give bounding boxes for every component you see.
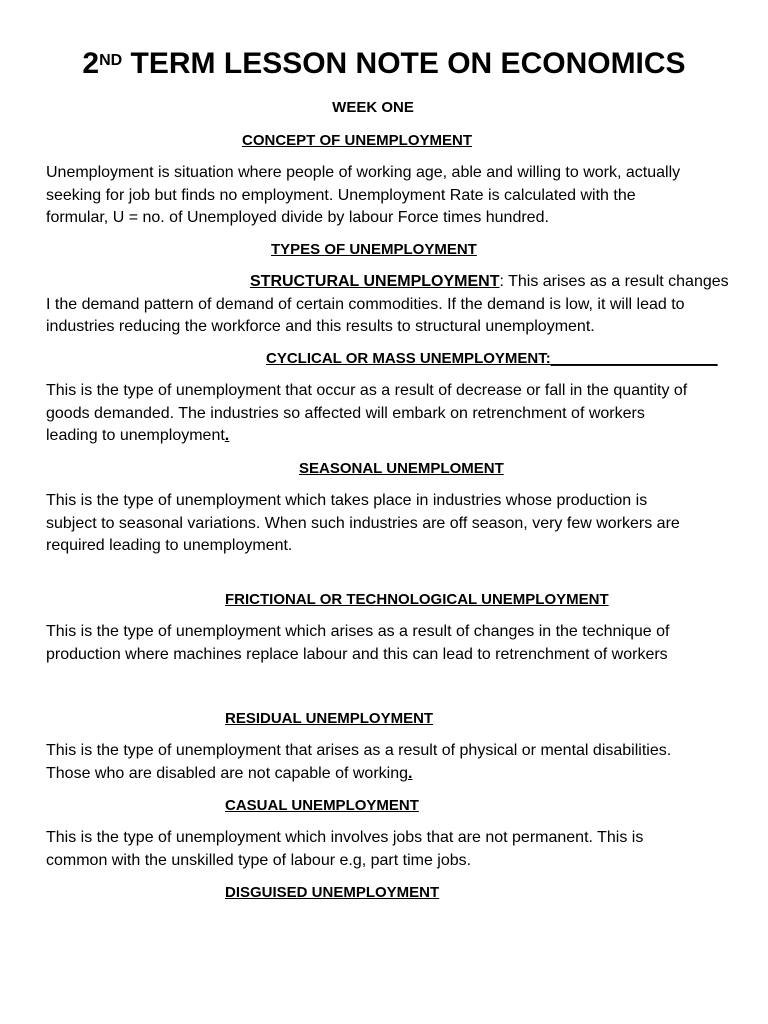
frictional-line-1: This is the type of unemployment which arises as a result of changes in the technique of bbox=[46, 623, 670, 640]
concept-heading: CONCEPT OF UNEMPLOYMENT bbox=[242, 132, 473, 149]
seasonal-paragraph bbox=[46, 490, 722, 558]
cyclical-last-line: leading to unemployment bbox=[46, 427, 225, 445]
concept-line-2: seeking for job but finds no employment. Unemployment Rate is calculated with the bbox=[46, 186, 636, 204]
residual-line-2 bbox=[46, 763, 722, 786]
seasonal-line-3: required leading to unemployment. bbox=[46, 537, 293, 555]
residual-heading: RESIDUAL UNEMPLOYMENT bbox=[225, 710, 434, 727]
document-title bbox=[0, 44, 768, 84]
cyclical-heading: CYCLICAL OR MASS UNEMPLOYMENT: bbox=[266, 350, 551, 367]
seasonal-line-2: subject to seasonal variations. When such industries are off season, very few workers are bbox=[46, 514, 680, 532]
concept-line-3: formular, U = no. of Unemployed divide by labour Force times hundred. bbox=[46, 209, 549, 227]
disguised-heading: DISGUISED UNEMPLOYMENT bbox=[225, 884, 440, 901]
casual-heading: CASUAL UNEMPLOYMENT bbox=[225, 797, 419, 814]
concept-line-1: Unemployment is situation where people of working age, able and willing to work, actually bbox=[46, 164, 681, 181]
structural-line-2: I the demand pattern of demand of certain commodities. If the demand is low, it will lead to bbox=[46, 295, 685, 313]
cyclical-line-2: goods demanded. The industries so affected will embark on retrenchment of workers bbox=[46, 404, 645, 422]
residual-last-punct: . bbox=[408, 764, 413, 782]
structural-paragraph bbox=[46, 271, 729, 339]
frictional-paragraph bbox=[46, 621, 722, 666]
casual-paragraph bbox=[46, 827, 722, 872]
week-label: WEEK ONE bbox=[332, 99, 414, 116]
cyclical-paragraph bbox=[46, 380, 722, 448]
cyclical-line-1: This is the type of unemployment that occur as a result of decrease or fall in the quantity of bbox=[46, 382, 688, 399]
structural-line-1 bbox=[46, 271, 729, 294]
types-heading: TYPES OF UNEMPLOYMENT bbox=[271, 241, 477, 258]
cyclical-heading-row bbox=[266, 349, 718, 369]
casual-line-1: This is the type of unemployment which involves jobs that are not permanent. This is bbox=[46, 829, 644, 846]
residual-line-1: This is the type of unemployment that arises as a result of physical or mental disabilities. bbox=[46, 742, 672, 759]
cyclical-line-3 bbox=[46, 425, 722, 448]
residual-last-line: Those who are disabled are not capable of working bbox=[46, 764, 408, 782]
title-superscript: ND bbox=[99, 52, 123, 69]
cyclical-trailing-blank: ____________________ bbox=[550, 350, 718, 367]
frictional-line-2: production where machines replace labour and this can lead to retrenchment of workers bbox=[46, 645, 668, 663]
casual-line-2: common with the unskilled type of labour e.g, part time jobs. bbox=[46, 851, 472, 869]
title-rest: TERM LESSON NOTE ON ECONOMICS bbox=[122, 47, 686, 80]
seasonal-heading: SEASONAL UNEMPLOMENT bbox=[299, 460, 504, 477]
frictional-heading: FRICTIONAL OR TECHNOLOGICAL UNEMPLOYMENT bbox=[225, 591, 609, 608]
residual-paragraph bbox=[46, 740, 722, 785]
structural-heading: STRUCTURAL UNEMPLOYMENT bbox=[250, 273, 500, 290]
structural-line-3: industries reducing the workforce and this results to structural unemployment. bbox=[46, 318, 595, 336]
concept-paragraph bbox=[46, 162, 722, 230]
cyclical-last-punct: . bbox=[224, 427, 230, 445]
structural-first-line-rest: : This arises as a result changes bbox=[499, 273, 729, 290]
seasonal-line-1: This is the type of unemployment which takes place in industries whose production is bbox=[46, 492, 648, 509]
title-prefix: 2 bbox=[82, 47, 100, 80]
